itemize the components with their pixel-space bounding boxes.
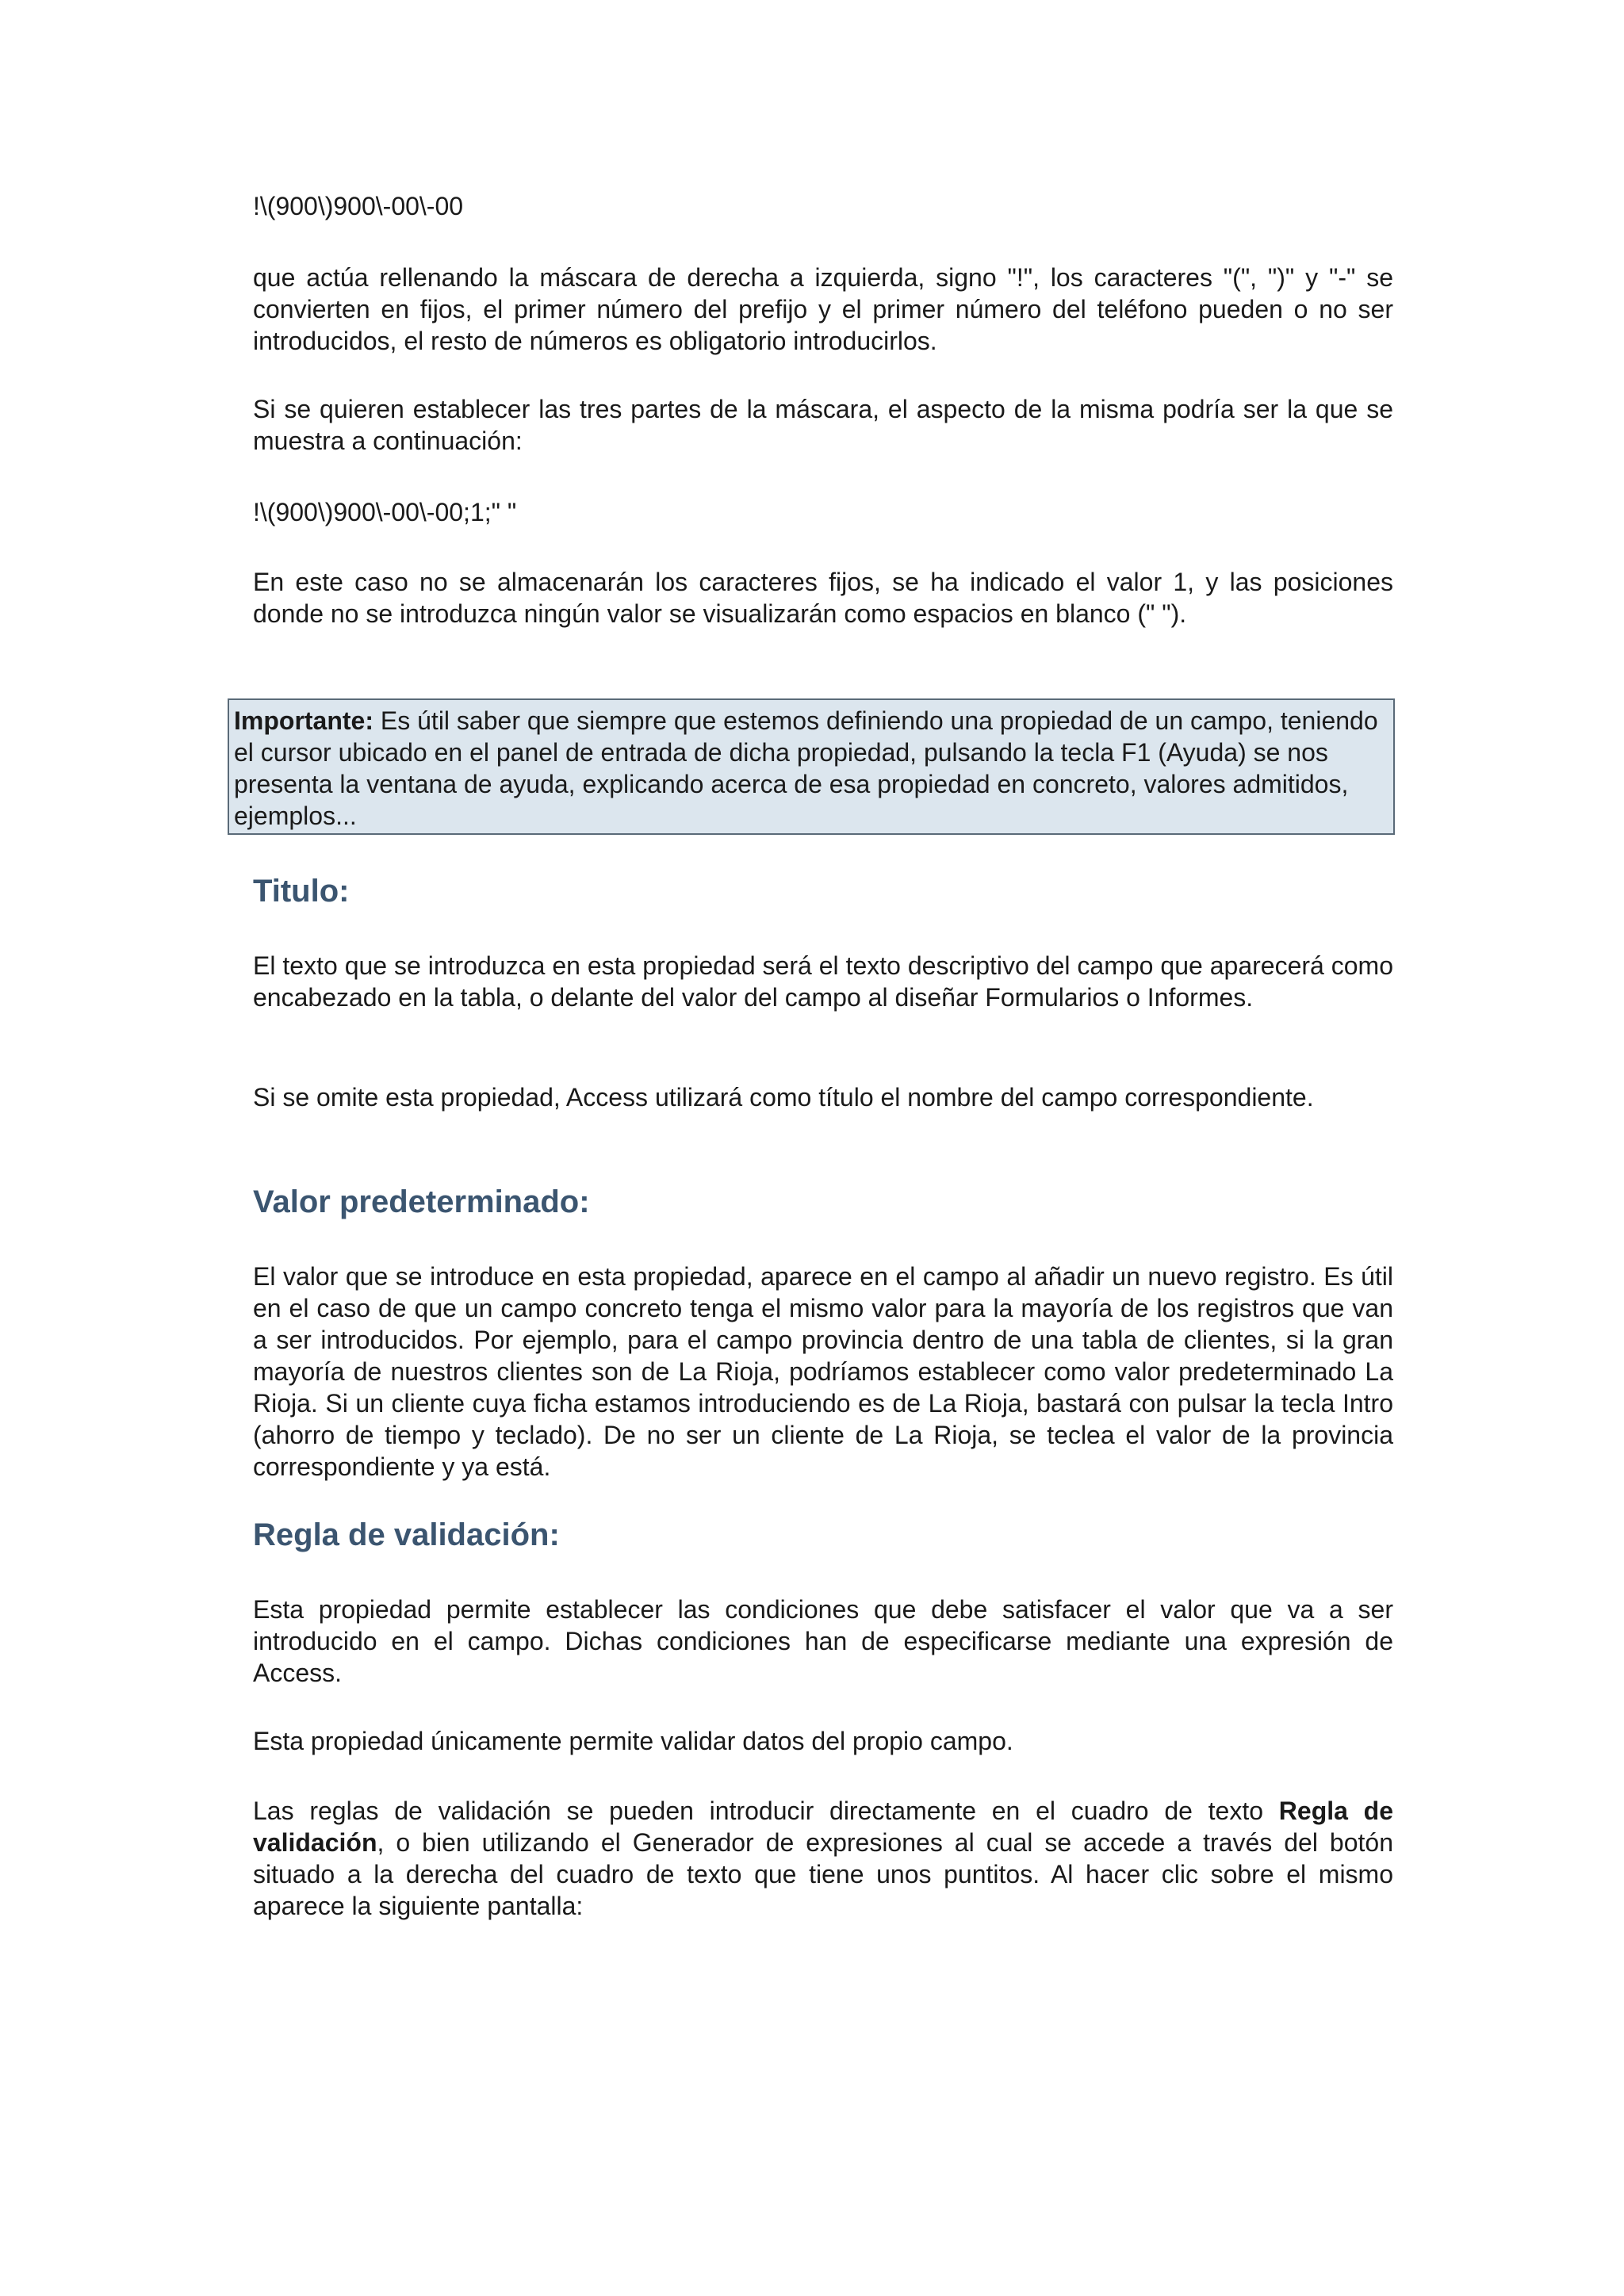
important-note-body: Es útil saber que siempre que estemos definiendo una propiedad de un campo, teniendo el cursor ubicado en el panel de entrada de dicha propiedad, pulsando la tecla F1 (Ayuda) se nos presenta la ventana de ayuda, explicando acerca de esa propiedad en concreto, valores admitidos, ejemplos... bbox=[234, 706, 1378, 830]
important-note-text bbox=[234, 705, 1387, 832]
intro-paragraph-1: que actúa rellenando la máscara de derecha a izquierda, signo "!", los caracteres "(", ")" y "-" se convierten en fijos, el primer número del prefijo y el primer número del teléfono pueden o no ser introducidos, el resto de números es obligatorio introducirlos. bbox=[253, 263, 1393, 355]
valor-para-1-wrap bbox=[253, 1261, 1393, 1483]
regla-validacion-term: Regla de validación bbox=[253, 1797, 1394, 1857]
valor-paragraph-1: El valor que se introduce en esta propiedad, aparece en el campo al añadir un nuevo registro. Es útil en el caso de que un campo concreto tenga el mismo valor para la mayoría de los registros que van a ser introducidos. Por ejemplo, para el campo provincia dentro de una tabla de clientes, si la gran mayoría de nuestros clientes son de La Rioja, podríamos establecer como valor predeterminado La Rioja. Si un cliente cuya ficha estamos introduciendo es de La Rioja, bastará con pulsar la tecla Intro (ahorro de tiempo y teclado). De no ser un cliente de La Rioja, se teclea el valor de la provincia correspondiente y ya está. bbox=[253, 1262, 1393, 1481]
regla-paragraph-3-start: Las reglas de validación se pueden introducir directamente en el cuadro de texto bbox=[253, 1797, 1279, 1825]
titulo-heading-wrap bbox=[253, 872, 1393, 910]
intro-para-1-wrap bbox=[253, 262, 1393, 357]
important-note-box bbox=[228, 698, 1395, 835]
titulo-para-1-wrap bbox=[253, 950, 1393, 1013]
section-heading-titulo: Titulo: bbox=[253, 874, 350, 909]
mask-example-1: !\(900\)900\-00\-00 bbox=[253, 192, 464, 220]
regla-para-3-wrap bbox=[253, 1795, 1393, 1922]
intro-paragraph-2: Si se quieren establecer las tres partes de la máscara, el aspecto de la misma podría ser la que se muestra a continuación: bbox=[253, 395, 1393, 455]
section-heading-regla-validacion: Regla de validación: bbox=[253, 1517, 560, 1552]
intro-para-2-wrap bbox=[253, 393, 1393, 457]
intro-paragraph-3: En este caso no se almacenarán los caracteres fijos, se ha indicado el valor 1, y las posiciones donde no se introduzca ningún valor se visualizarán como espacios en blanco (" "). bbox=[253, 568, 1393, 628]
titulo-paragraph-2: Si se omite esta propiedad, Access utilizará como título el nombre del campo correspondiente. bbox=[253, 1083, 1314, 1112]
mask-example-2: !\(900\)900\-00\-00;1;" " bbox=[253, 498, 517, 526]
intro-section bbox=[253, 190, 1393, 222]
regla-para-1-wrap bbox=[253, 1594, 1393, 1689]
section-heading-valor-predeterminado: Valor predeterminado: bbox=[253, 1184, 590, 1219]
titulo-para-2-wrap bbox=[253, 1081, 1393, 1113]
intro-para-3-wrap bbox=[253, 566, 1393, 629]
titulo-paragraph-1: El texto que se introduzca en esta propiedad será el texto descriptivo del campo que aparecerá como encabezado en la tabla, o delante del valor del campo al diseñar Formularios o Informes. bbox=[253, 951, 1393, 1012]
regla-heading-wrap bbox=[253, 1516, 1393, 1554]
regla-paragraph-1: Esta propiedad permite establecer las condiciones que debe satisfacer el valor que va a ser introducido en el campo. Dichas condiciones han de especificarse mediante una expresión de Access. bbox=[253, 1595, 1393, 1687]
valor-heading-wrap bbox=[253, 1183, 1393, 1221]
regla-para-2-wrap bbox=[253, 1725, 1393, 1757]
important-note-label: Importante: bbox=[234, 706, 373, 735]
regla-paragraph-3 bbox=[253, 1795, 1393, 1922]
regla-paragraph-3-end: , o bien utilizando el Generador de expresiones al cual se accede a través del botón situado a la derecha del cuadro de texto que tiene unos puntitos. Al hacer clic sobre el mismo aparece la siguiente pantalla: bbox=[253, 1828, 1393, 1920]
regla-paragraph-2: Esta propiedad únicamente permite validar datos del propio campo. bbox=[253, 1727, 1013, 1755]
mask-example-2-wrap bbox=[253, 496, 1393, 528]
